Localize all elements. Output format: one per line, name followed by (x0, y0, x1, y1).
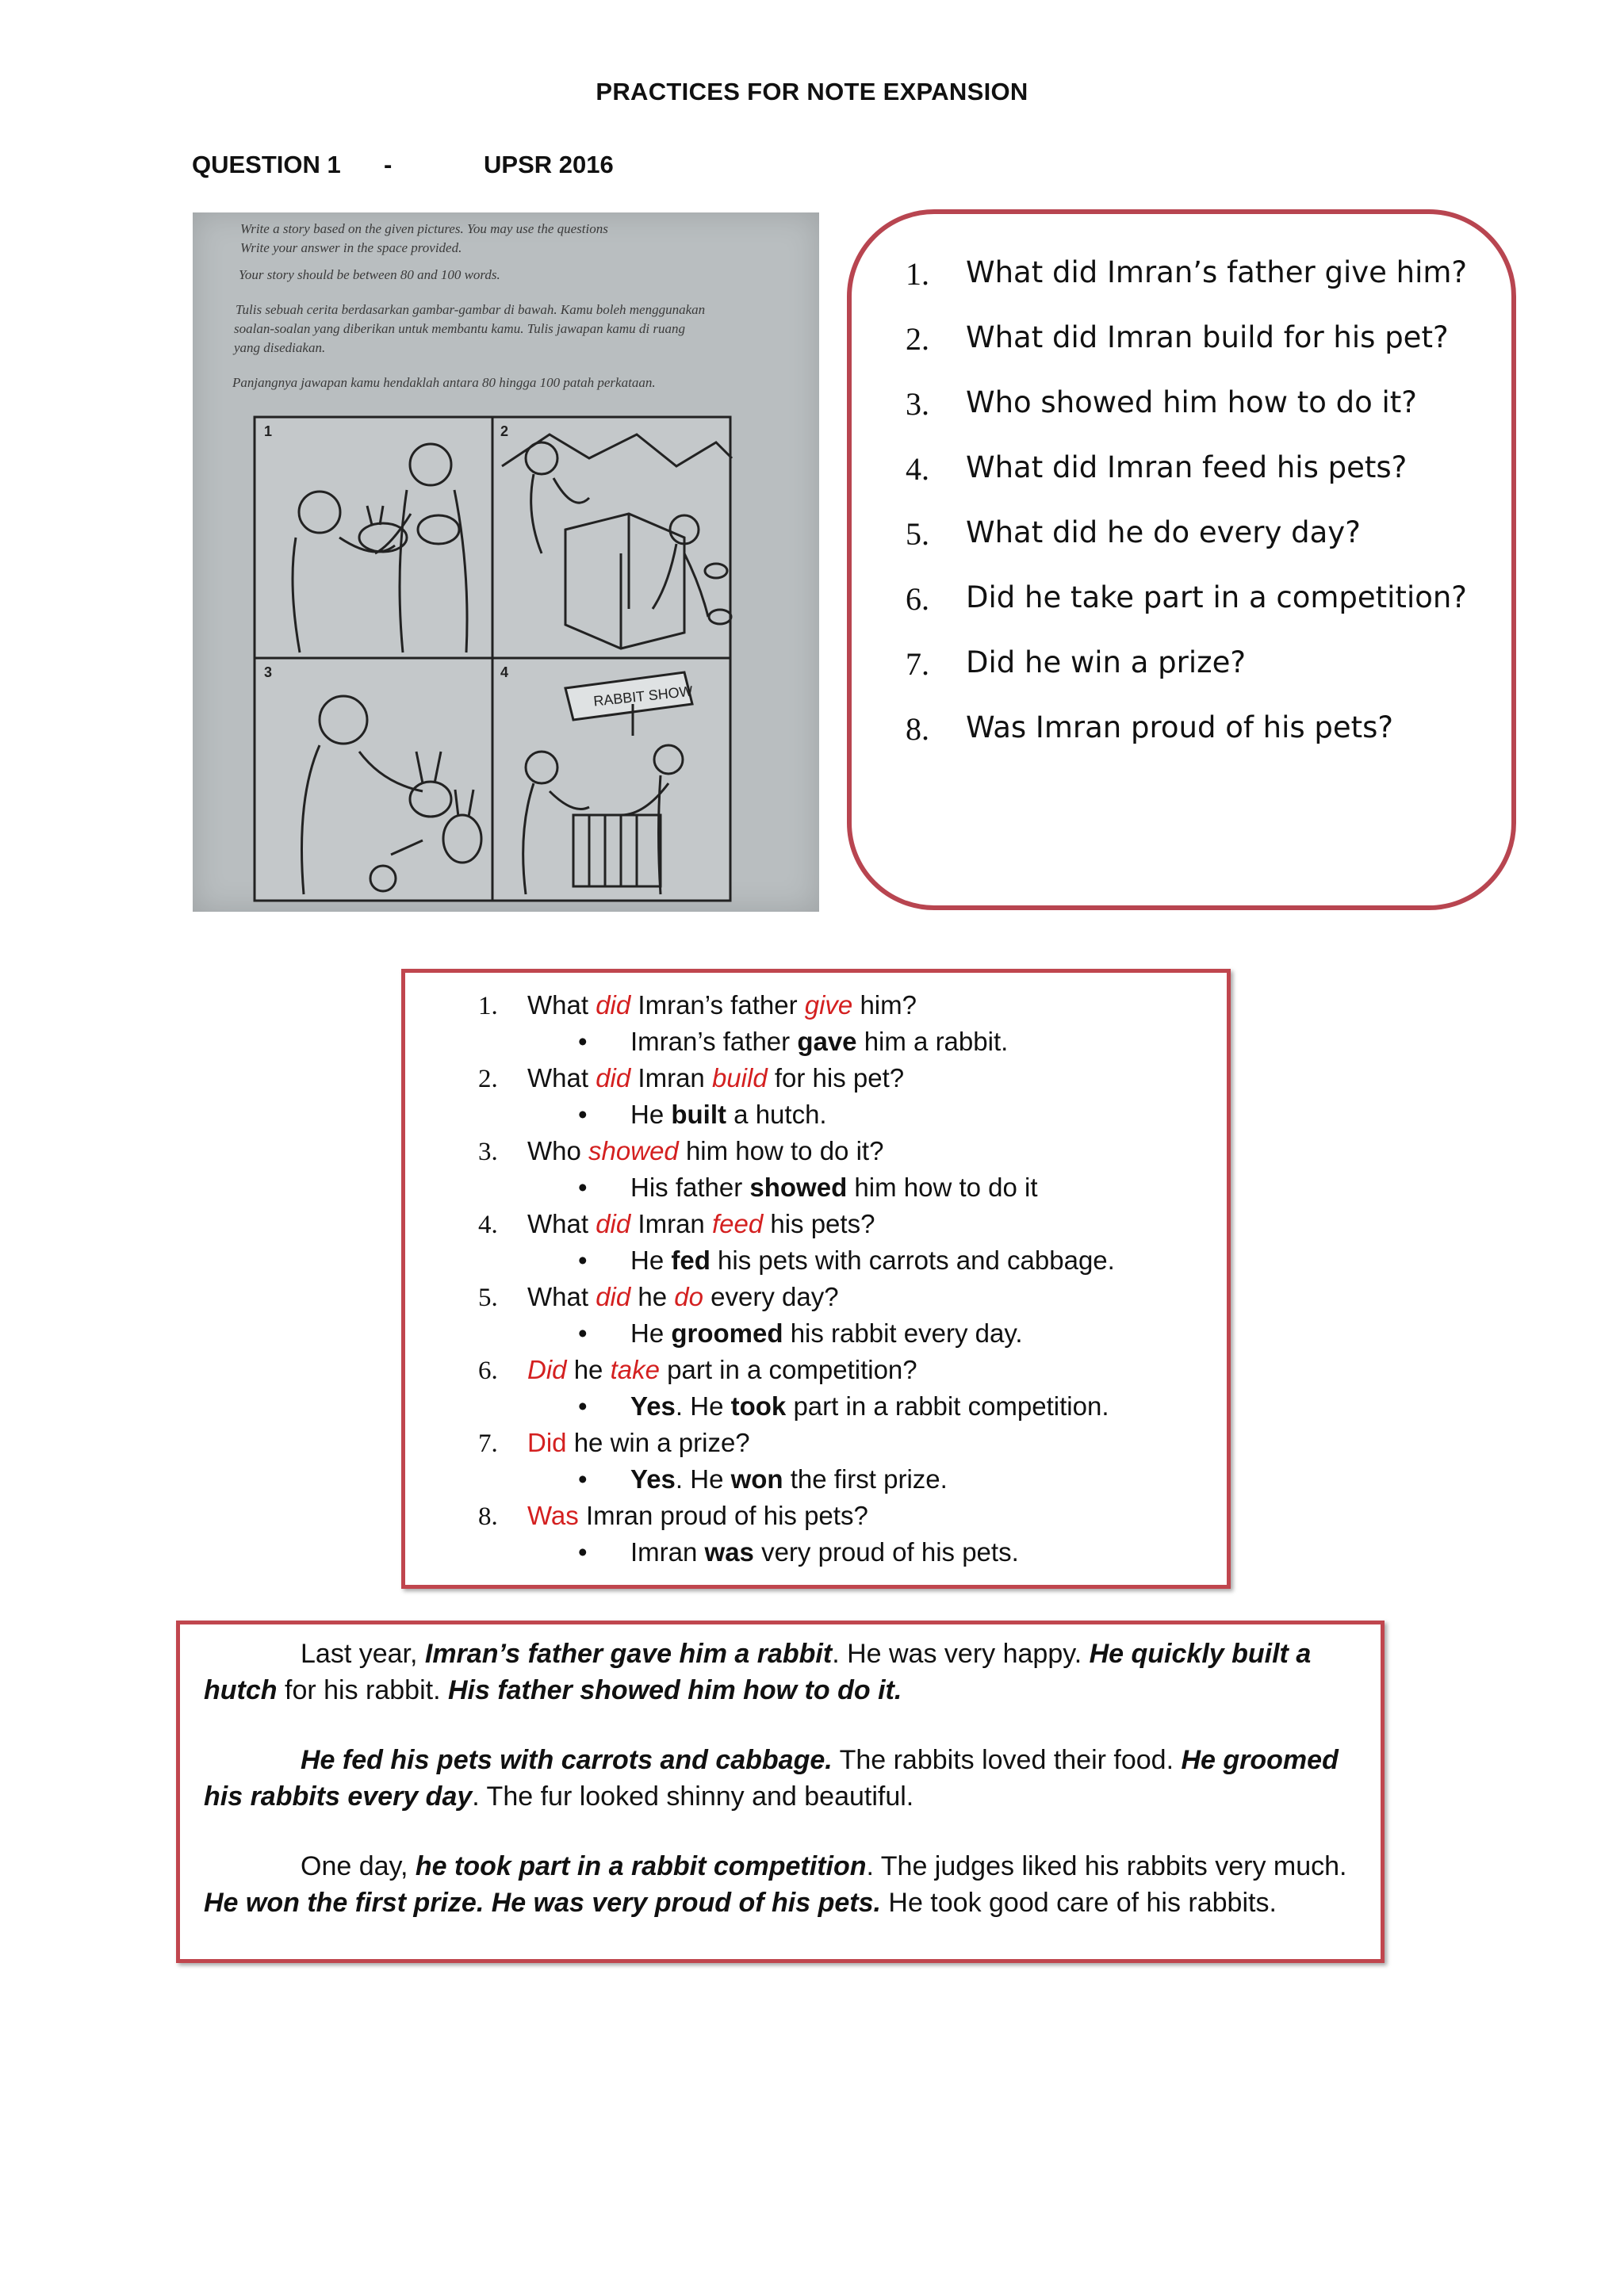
answer-question-3: 3. Who showed him how to do it? (478, 1136, 884, 1166)
scan-line-3: Your story should be between 80 and 100 words. (239, 267, 500, 282)
panel-1-number: 1 (264, 423, 273, 439)
question-item (906, 450, 1467, 515)
answers-box (401, 969, 1231, 1589)
question-label: QUESTION 1 (192, 151, 341, 178)
bullet: • (578, 1173, 588, 1202)
panel-3-number: 3 (264, 664, 273, 680)
question-number: 7. (906, 646, 929, 682)
bullet: • (578, 1246, 588, 1275)
question-number: 3. (906, 386, 929, 422)
question-number: 5. (906, 516, 929, 552)
question-text: Did he win a prize? (966, 645, 1246, 679)
scan-line-6: yang disediakan. (234, 340, 326, 355)
question-item (906, 320, 1467, 385)
question-number: 2. (906, 321, 929, 357)
question-number: 4. (906, 451, 929, 487)
question-text: Who showed him how to do it? (966, 385, 1417, 419)
story-paragraph-2: He fed his pets with carrots and cabbage. The rabbits loved their food. He groomed his rabbits every day. The fur looked shinny and beautiful. (204, 1745, 1339, 1812)
scan-line-5: soalan-soalan yang diberikan untuk membantu kamu. Tulis jawapan kamu di ruang (234, 321, 686, 336)
scan-line-2: Write your answer in the space provided. (240, 240, 462, 255)
question-text: What did he do every day? (966, 515, 1361, 549)
answer-question-2: 2. What did Imran build for his pet? (478, 1063, 905, 1093)
story-paragraph-1: Last year, Imran’s father gave him a rabbit. He was very happy. He quickly built a hutch for his rabbit. His father showed him how to do it. (204, 1639, 1312, 1705)
answer-question-4: 4. What did Imran feed his pets? (478, 1209, 875, 1239)
answer-5: • He groomed his rabbit every day. (578, 1318, 1023, 1348)
answer-4: • He fed his pets with carrots and cabbage. (578, 1246, 1115, 1275)
scan-line-4: Tulis sebuah cerita berdasarkan gambar-gambar di bawah. Kamu boleh menggunakan (236, 302, 706, 317)
answer-3: • His father showed him how to do it (578, 1173, 1038, 1202)
bullet: • (578, 1537, 588, 1567)
question-item (906, 515, 1467, 580)
question-number: 6. (906, 581, 929, 617)
scan-line-1: Write a story based on the given pictures. You may use the questions (240, 221, 608, 236)
question-text: What did Imran feed his pets? (966, 450, 1408, 484)
exam-label: UPSR 2016 (484, 151, 614, 178)
answer-2: • He built a hutch. (578, 1100, 827, 1129)
questions-list (906, 255, 1467, 775)
answer-question-1: 1. What did Imran’s father give him? (478, 990, 917, 1020)
question-item (906, 645, 1467, 710)
worksheet-illustration (193, 212, 819, 912)
scan-line-7: Panjangnya jawapan kamu hendaklah antara 80 hingga 100 patah perkataan. (232, 375, 656, 390)
panel-4-number: 4 (500, 664, 509, 680)
answer-1: • Imran’s father gave him a rabbit. (578, 1027, 1009, 1056)
bullet: • (578, 1464, 588, 1494)
answer-question-7: 7. Did he win a prize? (478, 1428, 750, 1458)
question-item (906, 710, 1467, 775)
bullet: • (578, 1318, 588, 1348)
scanned-worksheet-image (193, 212, 819, 912)
bullet: • (578, 1391, 588, 1421)
question-item (906, 255, 1467, 320)
question-text: Was Imran proud of his pets? (966, 710, 1394, 744)
question-number: 1. (906, 256, 929, 292)
panel-2-number: 2 (500, 423, 509, 439)
answer-8: • Imran was very proud of his pets. (578, 1537, 1019, 1567)
answer-6: • Yes. He took part in a rabbit competition. (578, 1391, 1109, 1421)
answer-question-8: 8. Was Imran proud of his pets? (478, 1501, 868, 1531)
answer-7: • Yes. He won the first prize. (578, 1464, 948, 1494)
question-dash: - (384, 151, 393, 178)
story-paragraph-3: One day, he took part in a rabbit competition. The judges liked his rabbits very much. He won the first prize. He was very proud of his pets. He took good care of his rabbits. (204, 1851, 1347, 1918)
question-item (906, 385, 1467, 450)
questions-box (847, 209, 1516, 910)
answer-question-6: 6. Did he take part in a competition? (478, 1355, 917, 1385)
question-text: What did Imran’s father give him? (966, 255, 1468, 289)
bullet: • (578, 1027, 588, 1056)
question-number: 8. (906, 711, 929, 747)
answer-question-5: 5. What did he do every day? (478, 1282, 839, 1312)
question-text: Did he take part in a competition? (966, 580, 1467, 614)
page-title: PRACTICES FOR NOTE EXPANSION (596, 78, 1028, 105)
question-item (906, 580, 1467, 645)
rabbit-show-sign: RABBIT SHOW (592, 683, 694, 710)
story-box (176, 1621, 1385, 1963)
bullet: • (578, 1100, 588, 1129)
question-text: What did Imran build for his pet? (966, 320, 1449, 354)
